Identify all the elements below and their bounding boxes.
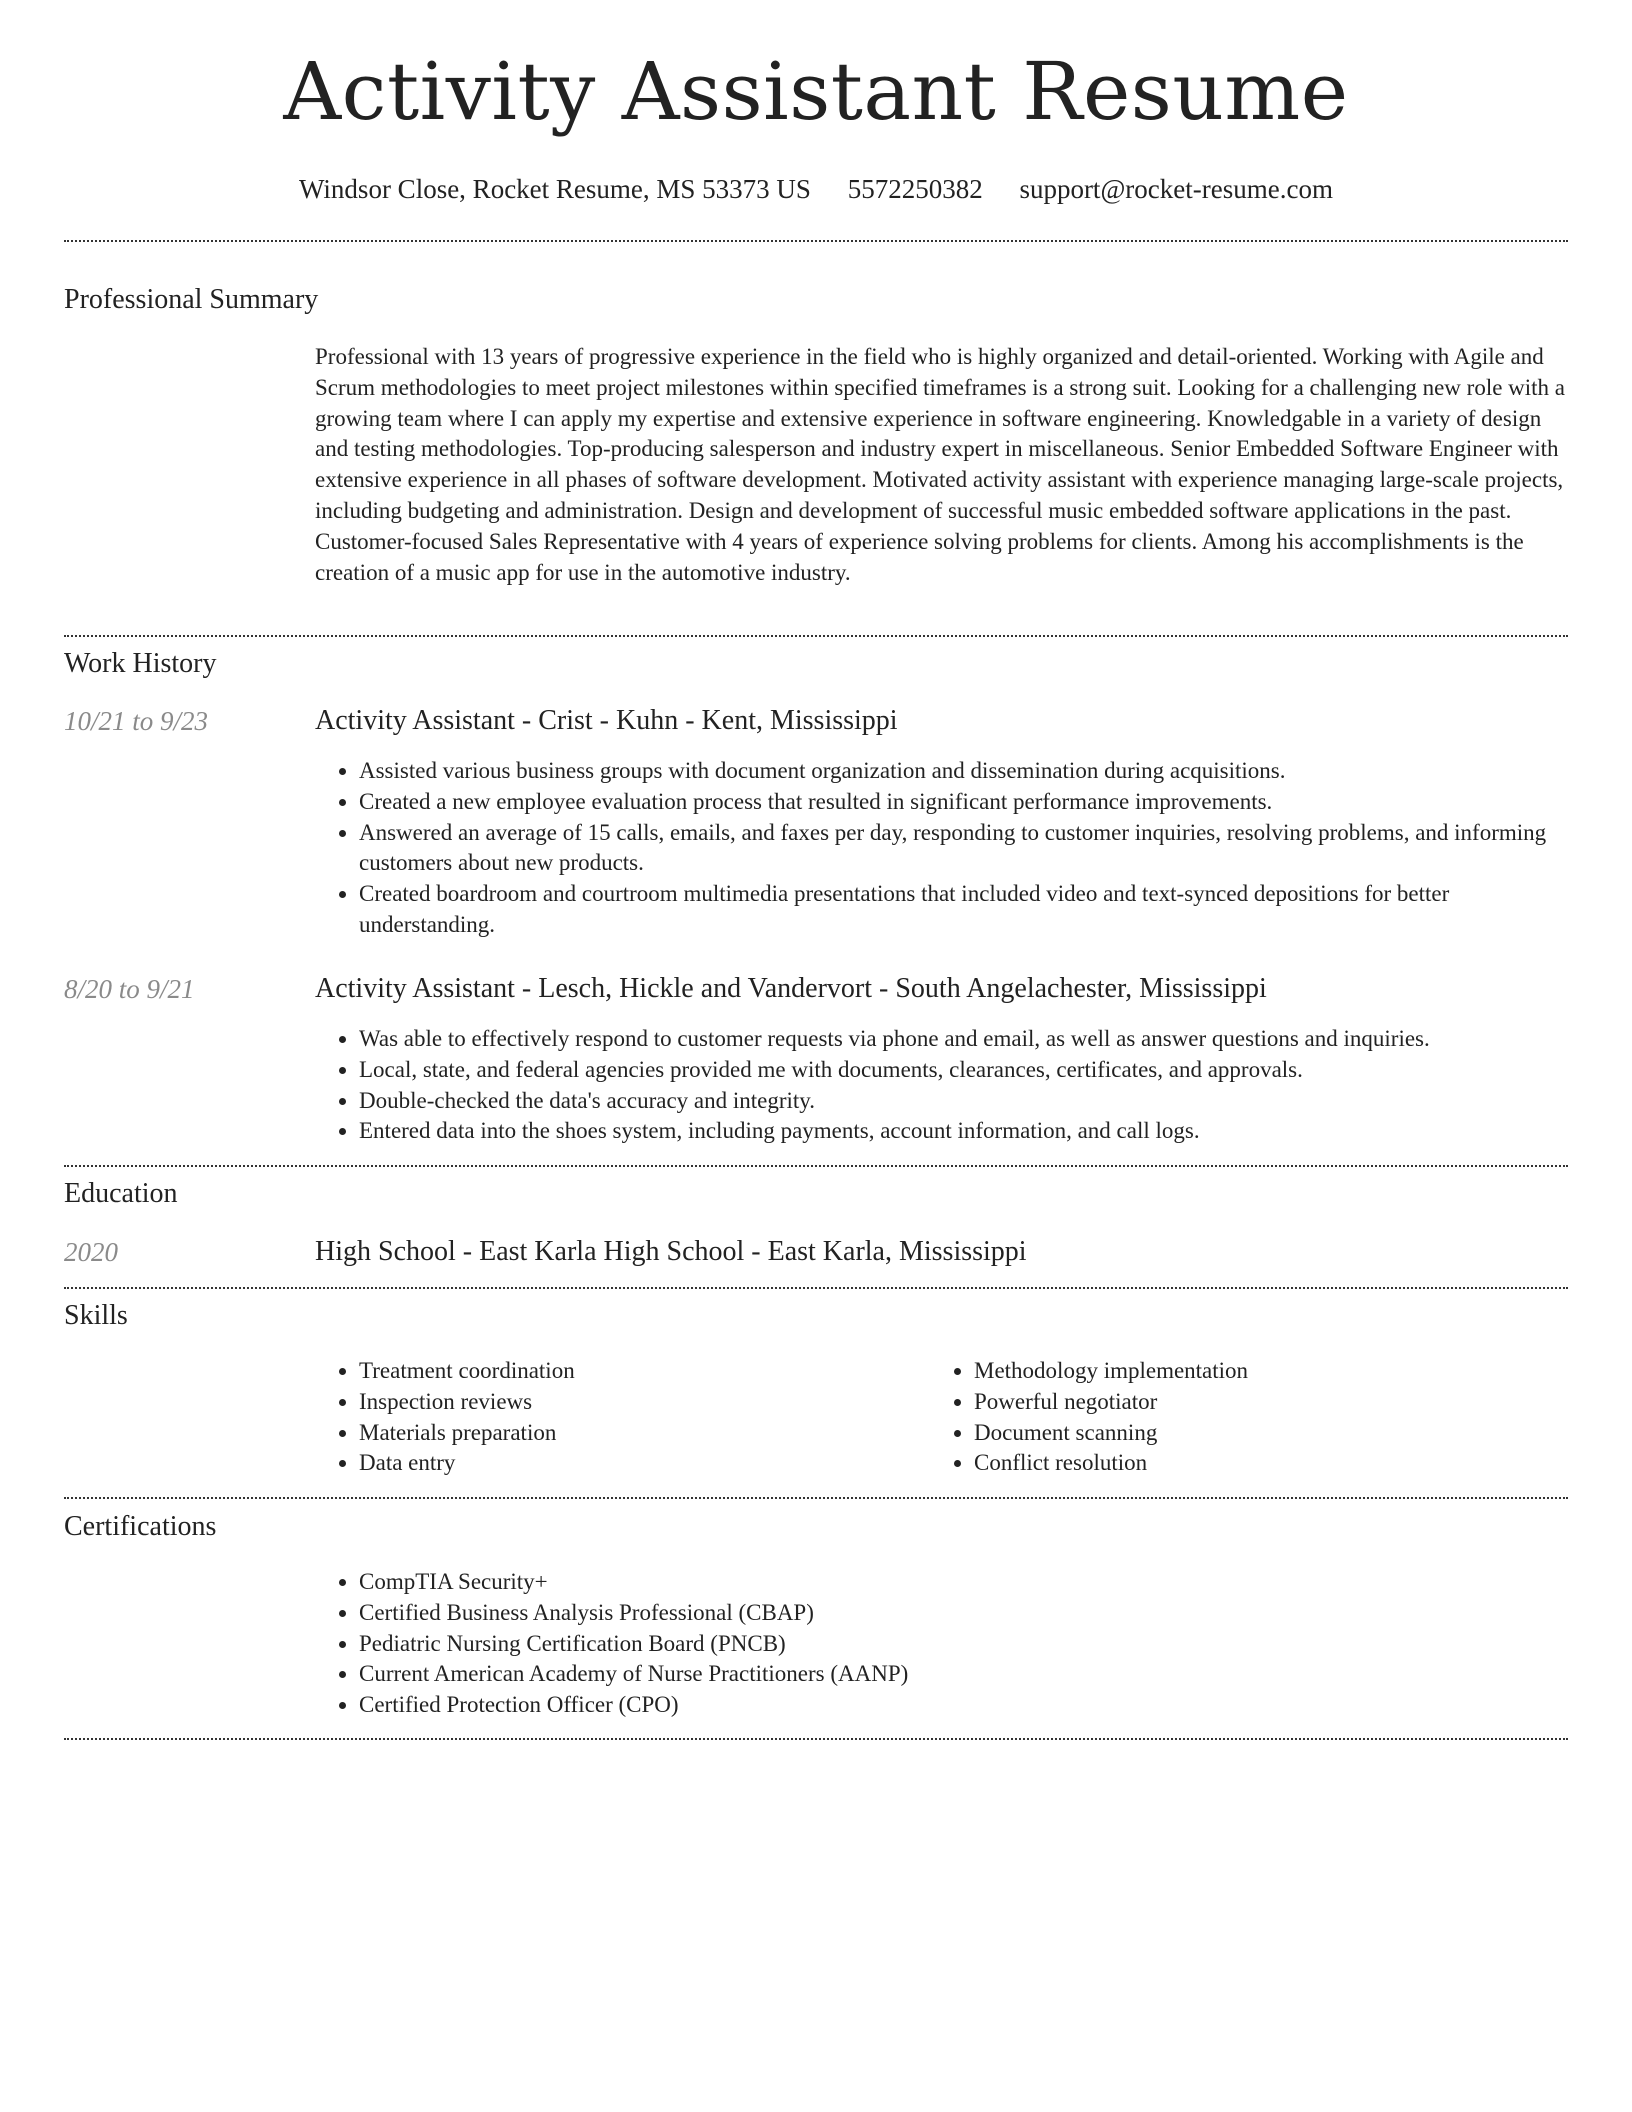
list-item: • Treatment coordination [359, 1356, 919, 1387]
certifications-list [315, 1567, 1570, 1721]
skills-list-left [315, 1356, 919, 1479]
list-item: • Created boardroom and courtroom multimedia presentations that included video and text-synced depositions for better understanding. [359, 879, 1570, 941]
list-item: • Local, state, and federal agencies provided me with documents, clearances, certificates, and approvals. [359, 1055, 1570, 1086]
list-item: • Created a new employee evaluation process that resulted in significant performance improvements. [359, 787, 1570, 818]
job-bullets [315, 1024, 1570, 1147]
list-item: • Methodology implementation [974, 1356, 1574, 1387]
list-item: • Answered an average of 15 calls, emails, and faxes per day, responding to customer inquiries, resolving problems, and informing customers about new products. [359, 818, 1570, 880]
education-year: 2020 [64, 1237, 118, 1267]
resume-title: Activity Assistant Resume [283, 45, 1349, 138]
list-item: • Was able to effectively respond to customer requests via phone and email, as well as answer questions and inquiries. [359, 1024, 1570, 1055]
section-divider [64, 1497, 1568, 1499]
section-divider [64, 1287, 1568, 1289]
list-item: • Conflict resolution [974, 1448, 1574, 1479]
list-item: • Data entry [359, 1448, 919, 1479]
contact-phone: 5572250382 [847, 174, 983, 204]
job-title: Activity Assistant - Crist - Kuhn - Kent, Mississippi [315, 705, 898, 736]
contact-address: Windsor Close, Rocket Resume, MS 53373 US [299, 174, 811, 204]
list-item: • Certified Protection Officer (CPO) [359, 1690, 1570, 1721]
skills-heading: Skills [64, 1300, 128, 1331]
job-title: Activity Assistant - Lesch, Hickle and Vandervort - South Angelachester, Mississippi [315, 973, 1267, 1004]
section-divider [64, 635, 1568, 637]
list-item: • Assisted various business groups with document organization and dissemination during acquisitions. [359, 756, 1570, 787]
section-divider [64, 1165, 1568, 1167]
list-item: • Materials preparation [359, 1418, 919, 1449]
education-heading: Education [64, 1178, 178, 1209]
section-divider [64, 240, 1568, 242]
list-item: • Double-checked the data's accuracy and integrity. [359, 1086, 1570, 1117]
summary-text: Professional with 13 years of progressive experience in the field who is highly organized and detail-oriented. Working with Agile and Scrum methodologies to meet project milestones within specified timeframes is a strong suit. Looking for a challenging new role with a growing team where I can apply my expertise and extensive experience in software engineering. Knowledgable in a variety of design and testing methodologies. Top-producing salesperson and industry expert in miscellaneous. Senior Embedded Software Engineer with extensive experience in all phases of software development. Motivated activity assistant with experience managing large-scale projects, including budgeting and administration. Design and development of successful music embedded software applications in the past. Customer-focused Sales Representative with 4 years of experience solving problems for clients. Among his accomplishments is the creation of a music app for use in the automotive industry. [315, 344, 1566, 585]
certifications-heading: Certifications [64, 1511, 217, 1542]
job-bullets [315, 756, 1570, 941]
work-history-heading: Work History [64, 648, 217, 679]
job-dates: 8/20 to 9/21 [64, 974, 195, 1004]
list-item: • Certified Business Analysis Professional (CBAP) [359, 1598, 1570, 1629]
list-item: • Powerful negotiator [974, 1387, 1574, 1418]
summary-heading: Professional Summary [64, 284, 319, 315]
job-dates: 10/21 to 9/23 [64, 706, 209, 736]
skills-list-right [930, 1356, 1574, 1479]
list-item: • Document scanning [974, 1418, 1574, 1449]
contact-line [0, 174, 1632, 205]
list-item: • Pediatric Nursing Certification Board (PNCB) [359, 1629, 1570, 1660]
list-item: • Inspection reviews [359, 1387, 919, 1418]
list-item: • CompTIA Security+ [359, 1567, 1570, 1598]
education-title: High School - East Karla High School - East Karla, Mississippi [315, 1236, 1027, 1267]
list-item: • Entered data into the shoes system, including payments, account information, and call logs. [359, 1116, 1570, 1147]
contact-email[interactable]: support@rocket-resume.com [1019, 174, 1333, 204]
list-item: • Current American Academy of Nurse Practitioners (AANP) [359, 1659, 1570, 1690]
section-divider [64, 1738, 1568, 1740]
